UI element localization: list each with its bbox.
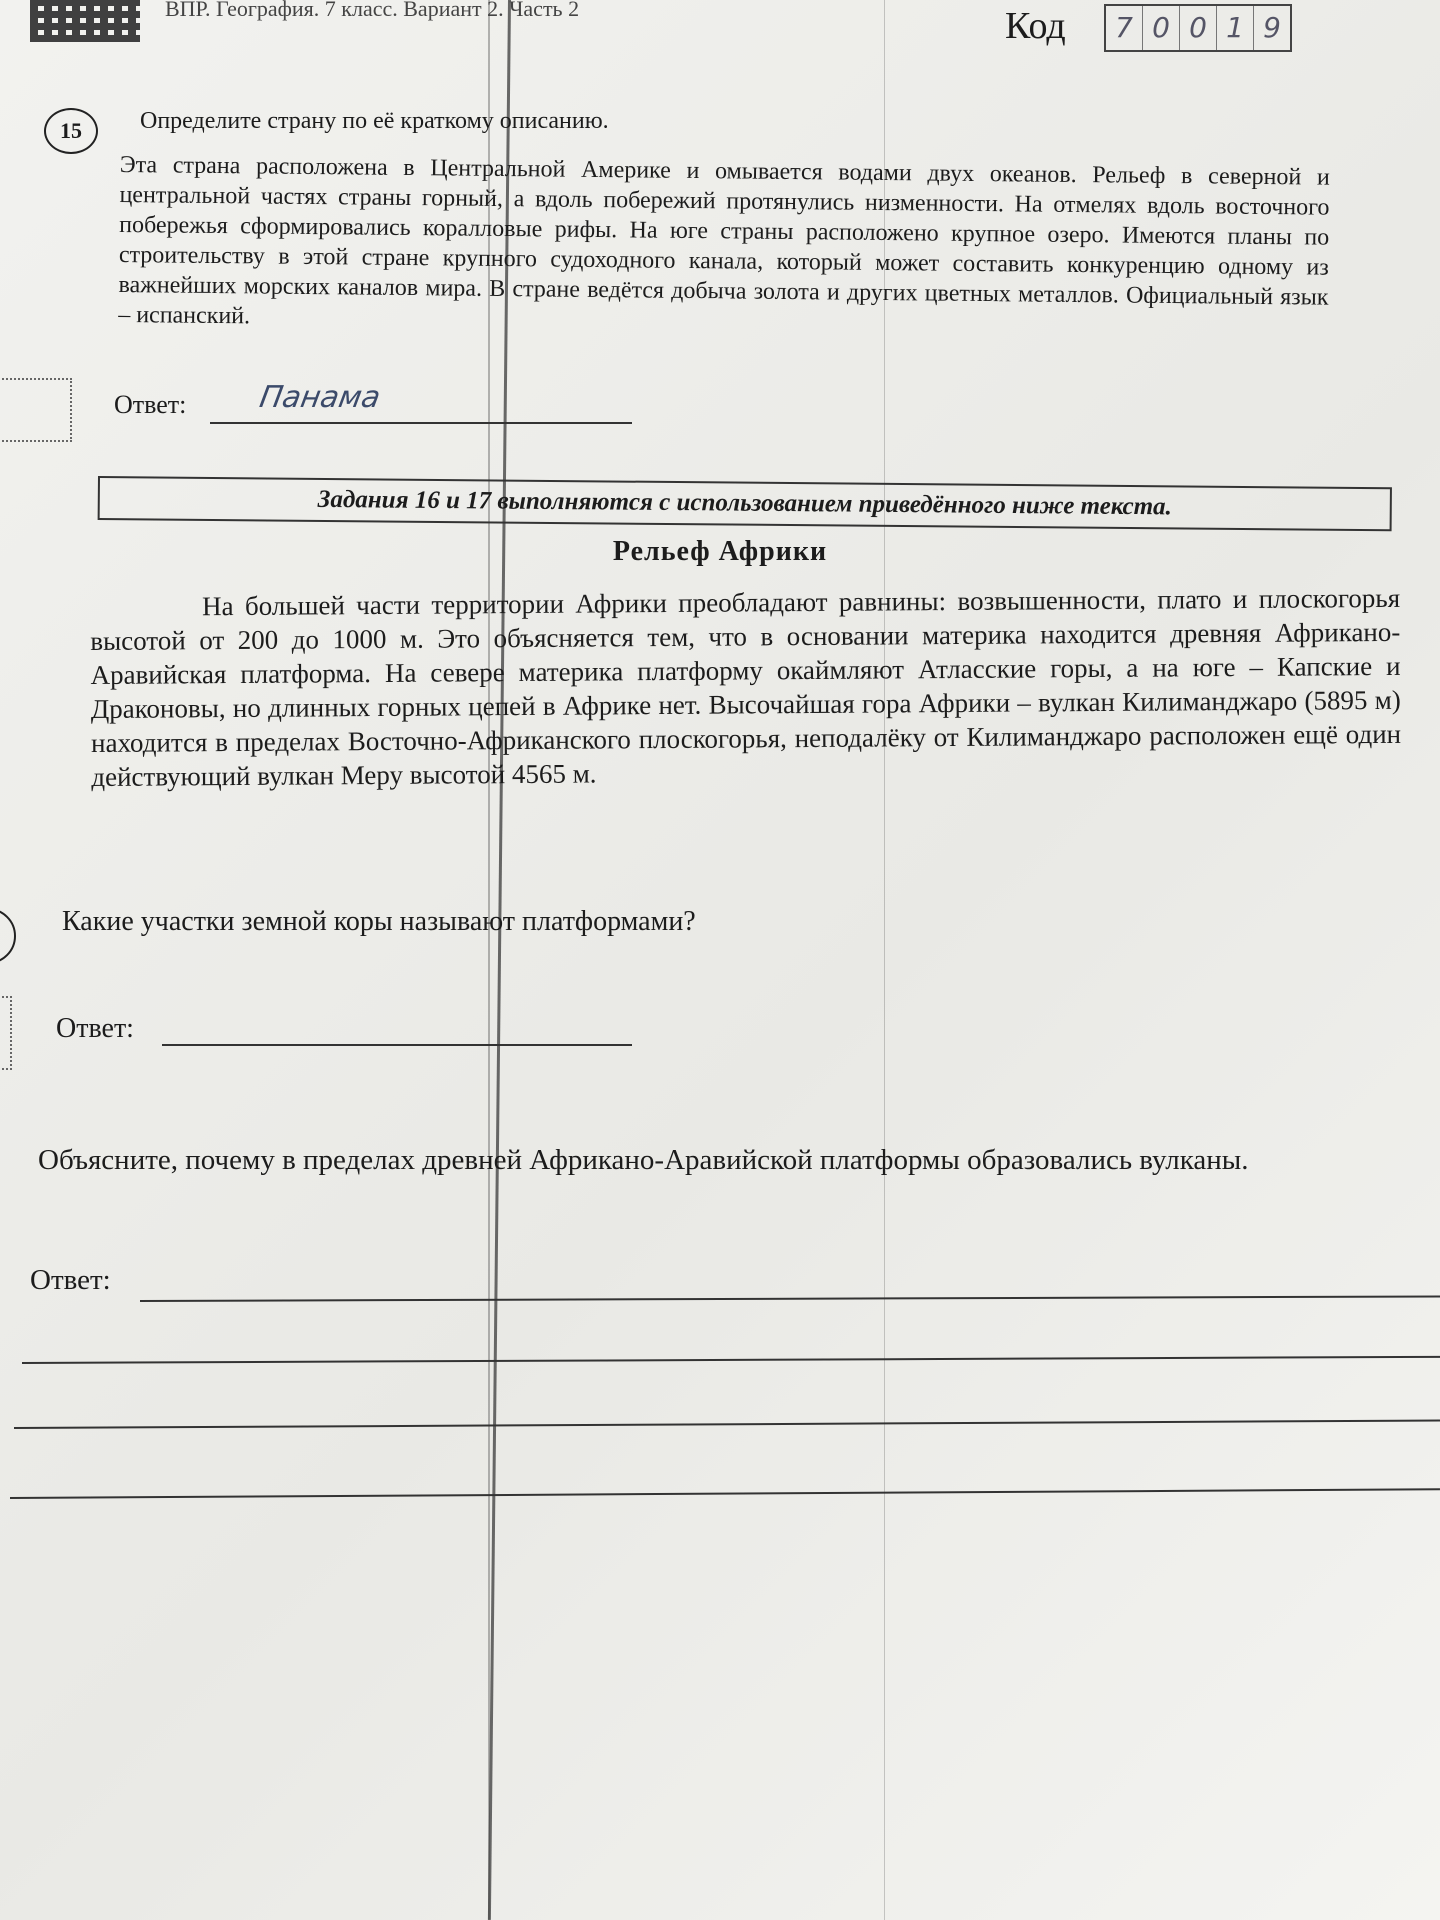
score-box xyxy=(0,996,12,1070)
task16-answer-line[interactable] xyxy=(162,1044,632,1046)
page-header: ВПР. География. 7 класс. Вариант 2. Часть 2 xyxy=(165,0,580,21)
task17-answer-line[interactable] xyxy=(22,1356,1440,1364)
code-digit: 7 xyxy=(1106,6,1143,50)
code-digit: 1 xyxy=(1217,6,1254,50)
qr-code-icon xyxy=(30,0,140,42)
code-digit: 0 xyxy=(1143,6,1180,50)
task15-answer-line[interactable] xyxy=(210,422,632,424)
task15-answer-label: Ответ: xyxy=(114,390,187,419)
code-digit: 0 xyxy=(1180,6,1217,50)
task17-question: Объясните, почему в пределах древней Африкано-Аравийской платформы образовались вулканы. xyxy=(38,1144,1249,1176)
code-label: Код xyxy=(1005,5,1066,47)
code-boxes xyxy=(1104,4,1292,52)
instructions-banner: Задания 16 и 17 выполняются с использованием приведённого ниже текста. xyxy=(98,476,1392,531)
score-box xyxy=(0,378,72,442)
task15-question: Определите страну по её краткому описанию. xyxy=(140,108,609,134)
task16-question: Какие участки земной коры называют платформами? xyxy=(62,906,696,937)
task-number-16 xyxy=(0,908,16,964)
task17-answer-label: Ответ: xyxy=(30,1264,111,1296)
task-number-15: 15 xyxy=(44,108,98,154)
task17-answer-line[interactable] xyxy=(140,1295,1440,1302)
task15-handwritten-answer: Панама xyxy=(256,380,384,415)
text-paragraph: На большей части территории Африки преобладают равнины: возвышенности, плато и плоскогорья высотой от 200 до 1000 м. Это объясняется тем, что в основании материка находится древняя Африкано-Аравийская платформа. На севере материка платформу окаймляют Атласские горы, а на юге – Капские и Драконовы, но длинных горных цепей в Африке нет. Высочайшая гора Африки – вулкан Килиманджаро (5895 м) находится в пределах Восточно-Африканского плоскогорья, неподалёку от Килиманджаро расположен ещё один действующий вулкан Меру высотой 4565 м. xyxy=(90,582,1402,792)
task16-answer-label: Ответ: xyxy=(56,1013,134,1044)
code-digit: 9 xyxy=(1263,11,1281,44)
task15-description: Эта страна расположена в Центральной Америке и омывается водами двух океанов. Рельеф в северной и центральной частях страны горный, а вдоль побережий протянулись низменности. На отмелях вдоль восточного побережья сформировались коралловые рифы. На юге страны расположено крупное озеро. Имеются планы по строительству в этой стране крупного судоходного канала, который может составить конкуренцию одному из важнейших морских каналов мира. В стране ведётся добыча золота и других цветных металлов. Официальный язык – испанский. xyxy=(118,151,1330,330)
text-title: Рельеф Африки xyxy=(612,536,828,567)
task17-answer-line[interactable] xyxy=(10,1488,1440,1499)
task17-answer-line[interactable] xyxy=(14,1420,1440,1429)
